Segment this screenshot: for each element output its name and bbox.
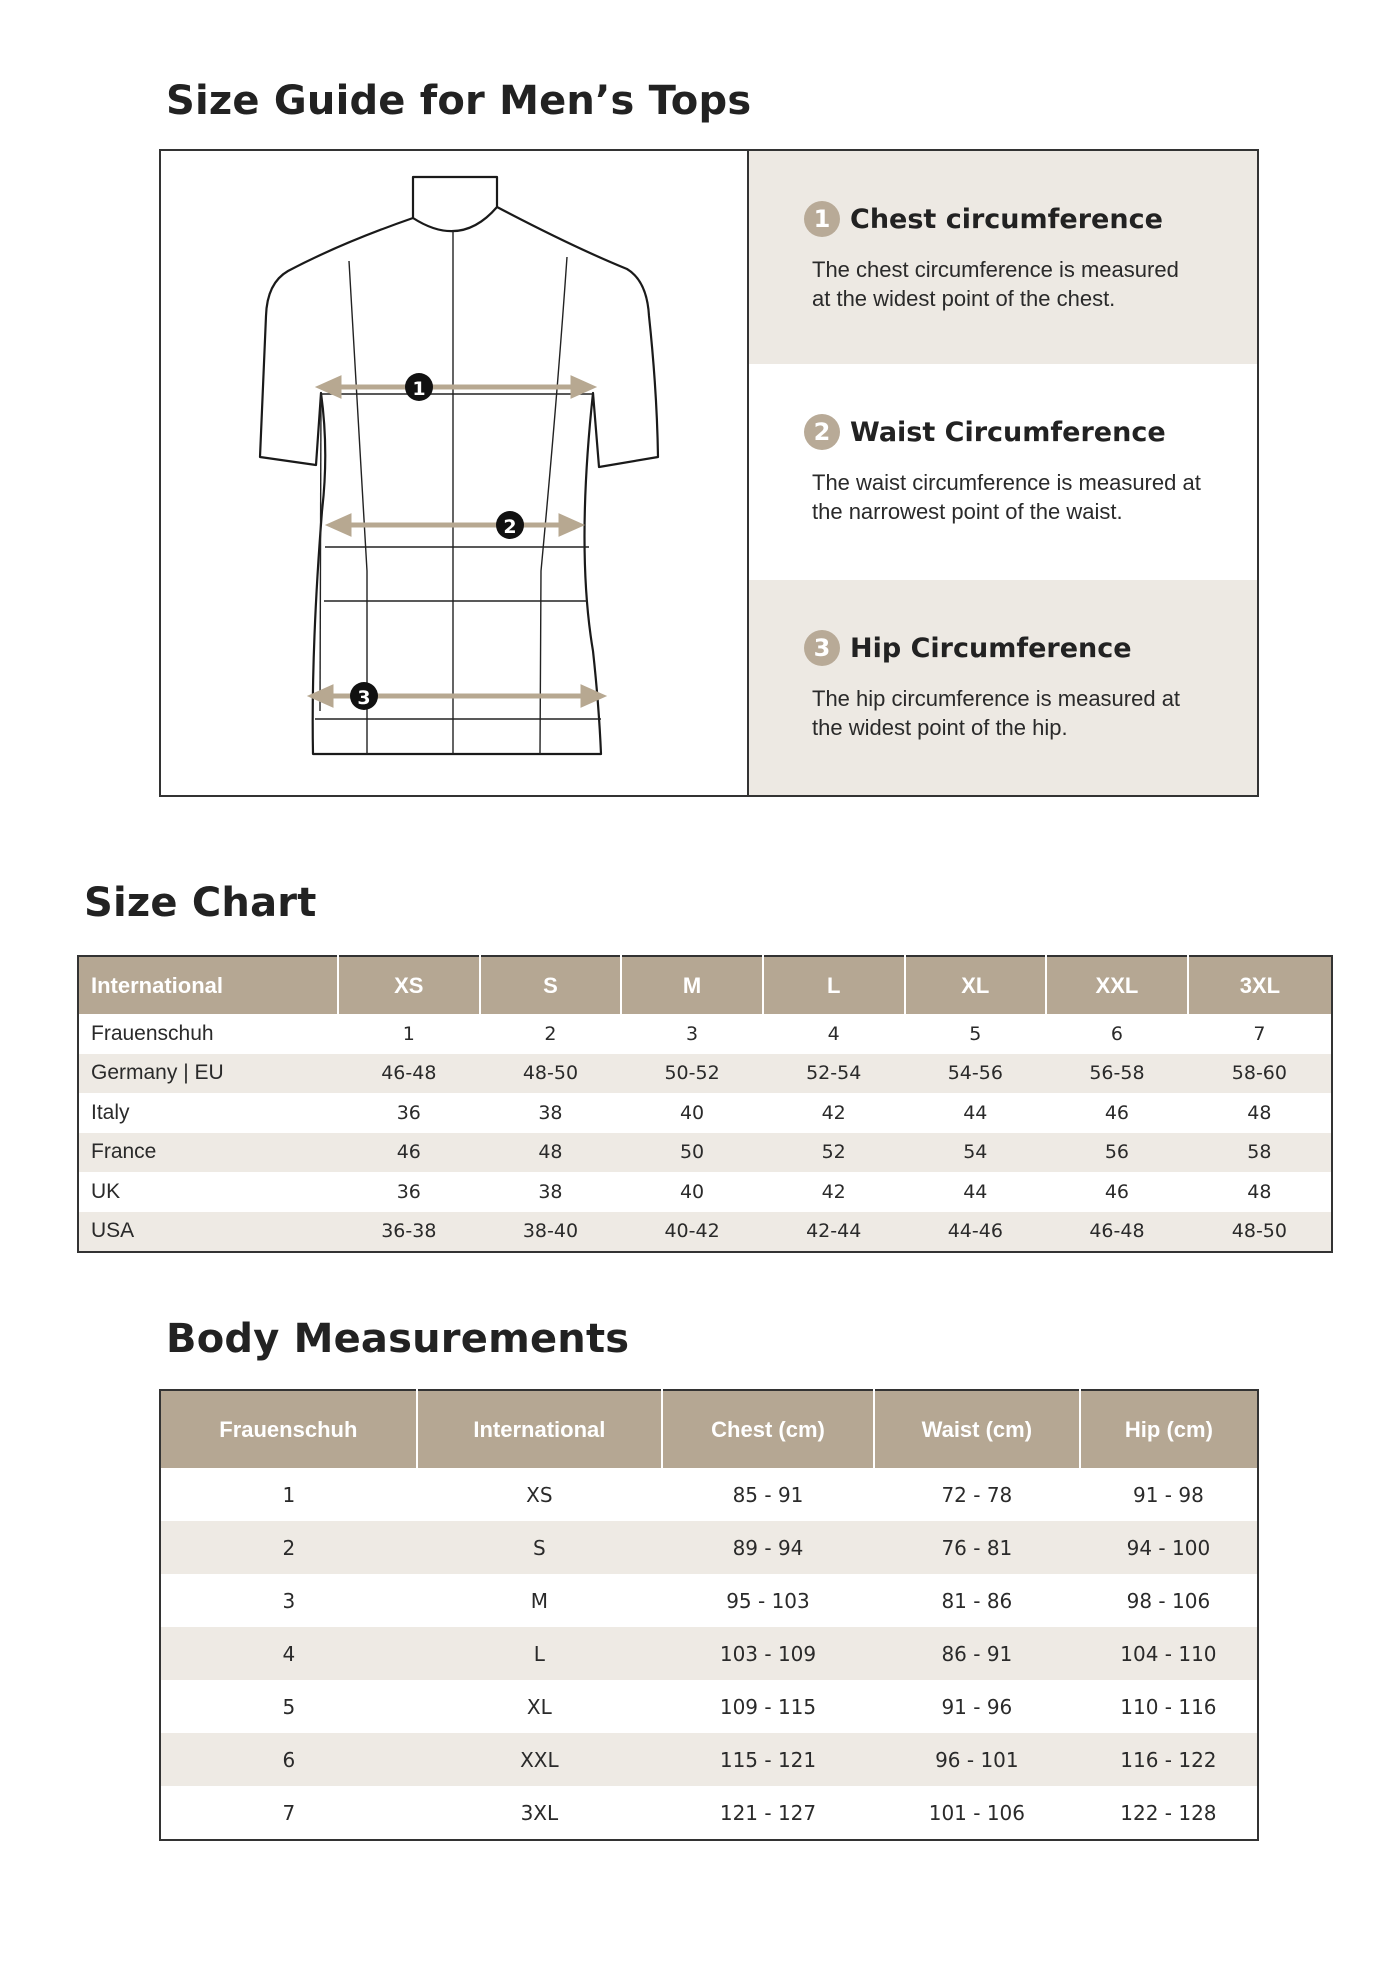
table-cell: M: [530, 1588, 548, 1613]
table-cell: Italy: [91, 1100, 130, 1124]
chest-marker: [405, 373, 433, 401]
table-cell: 46: [338, 1133, 480, 1173]
table-cell: 56: [1046, 1133, 1188, 1173]
size-chart-header-row: [78, 956, 1332, 1014]
svg-text:3: 3: [357, 687, 371, 709]
table-cell: 52: [763, 1133, 905, 1173]
table-cell: 48: [480, 1133, 622, 1173]
table-cell: 3XL: [520, 1800, 559, 1825]
hip-label: Hip Circumference: [850, 632, 1132, 664]
table-cell: 52-54: [763, 1054, 905, 1094]
column-header: International: [417, 1390, 662, 1468]
table-cell: 48-50: [1188, 1212, 1332, 1253]
table-cell: 89 - 94: [662, 1521, 874, 1574]
table-cell: 2: [160, 1521, 417, 1574]
size-chart-table: [77, 955, 1333, 1253]
svg-text:2: 2: [503, 516, 517, 538]
table-cell: 54-56: [905, 1054, 1047, 1094]
table-cell: 46-48: [338, 1054, 480, 1094]
table-cell: 101 - 106: [928, 1800, 1025, 1825]
table-cell: 121 - 127: [719, 1800, 817, 1825]
column-header: M: [621, 956, 763, 1014]
table-cell: 1: [402, 1022, 415, 1045]
number-badge: 1: [804, 201, 840, 237]
column-header: Chest (cm): [662, 1390, 874, 1468]
table-cell: 1: [282, 1482, 296, 1507]
table-cell: 38: [538, 1101, 563, 1124]
table-cell: 86 - 91: [874, 1627, 1080, 1680]
table-cell: 95 - 103: [726, 1588, 810, 1613]
table-cell: 4: [827, 1022, 840, 1045]
table-cell: S: [417, 1521, 662, 1574]
column-header: L: [763, 956, 905, 1014]
column-header: XXL: [1046, 956, 1188, 1014]
table-row: [160, 1733, 1258, 1786]
body-measurements-table: [159, 1389, 1259, 1841]
table-cell: 48: [1247, 1180, 1272, 1203]
table-cell: 36: [396, 1180, 421, 1203]
table-cell: 116 - 122: [1080, 1733, 1258, 1786]
table-row: [160, 1521, 1258, 1574]
table-cell: France: [78, 1133, 338, 1173]
table-cell: 38: [538, 1180, 563, 1203]
table-cell: 46-48: [1046, 1212, 1188, 1253]
table-cell: 36-38: [338, 1212, 480, 1253]
waist-marker: [496, 511, 524, 539]
column-header: XL: [905, 956, 1047, 1014]
table-cell: 50: [621, 1133, 763, 1173]
table-cell: 38-40: [480, 1212, 622, 1253]
column-header: XS: [338, 956, 480, 1014]
table-cell: 58: [1188, 1133, 1332, 1173]
table-cell: 91 - 98: [1132, 1482, 1204, 1507]
table-row: [78, 1054, 1332, 1094]
table-cell: XXL: [417, 1733, 662, 1786]
table-cell: UK: [91, 1179, 121, 1203]
waist-label: Waist Circumference: [850, 416, 1166, 448]
table-cell: 42-44: [763, 1212, 905, 1253]
table-cell: 46: [1104, 1101, 1130, 1124]
table-cell: USA: [78, 1212, 338, 1253]
hip-marker: [350, 682, 378, 710]
table-cell: 44: [963, 1101, 988, 1124]
table-cell: 6: [1110, 1022, 1123, 1045]
table-cell: 72 - 78: [941, 1482, 1013, 1507]
table-cell: 4: [160, 1627, 417, 1680]
table-cell: 48: [1247, 1101, 1272, 1124]
shirt-collar: [413, 177, 497, 231]
column-header: Waist (cm): [874, 1390, 1080, 1468]
table-cell: 40: [679, 1180, 705, 1203]
waist-text: The waist circumference is measured at the narrowest point of the waist.: [812, 470, 1201, 524]
table-row: [160, 1786, 1258, 1840]
table-cell: 91 - 96: [941, 1694, 1013, 1719]
table-cell: 40: [679, 1101, 705, 1124]
measurement-descriptions: [747, 151, 1257, 795]
table-cell: 7: [282, 1800, 296, 1825]
hip-description: [749, 580, 1257, 795]
table-cell: 50-52: [621, 1054, 763, 1094]
table-cell: 85 - 91: [732, 1482, 804, 1507]
size-guide-box: [159, 149, 1259, 797]
table-cell: 5: [282, 1694, 296, 1719]
table-cell: Germany | EU: [78, 1054, 338, 1094]
column-header: 3XL: [1188, 956, 1332, 1014]
table-row: [160, 1574, 1258, 1627]
table-cell: 103 - 109: [662, 1627, 874, 1680]
table-cell: 42: [821, 1180, 846, 1203]
table-cell: 46: [1104, 1180, 1130, 1203]
table-cell: 3: [282, 1588, 296, 1613]
table-cell: 104 - 110: [1080, 1627, 1258, 1680]
table-cell: 3: [686, 1022, 699, 1045]
chest-label: Chest circumference: [850, 203, 1163, 235]
table-cell: 109 - 115: [719, 1694, 817, 1719]
table-cell: 81 - 86: [941, 1588, 1013, 1613]
table-cell: 7: [1253, 1022, 1266, 1045]
table-cell: 40-42: [621, 1212, 763, 1253]
table-cell: 44: [963, 1180, 988, 1203]
column-header: International: [78, 956, 338, 1014]
hip-text: The hip circumference is measured at the widest point of the hip.: [812, 686, 1181, 740]
table-row: [78, 1212, 1332, 1253]
table-cell: 6: [160, 1733, 417, 1786]
body-measurements-title: Body Measurements: [166, 1316, 630, 1362]
table-cell: Frauenschuh: [91, 1021, 214, 1045]
table-cell: 36: [396, 1101, 421, 1124]
table-cell: L: [417, 1627, 662, 1680]
chest-description: [749, 151, 1257, 364]
table-row: [160, 1680, 1258, 1733]
table-cell: 56-58: [1046, 1054, 1188, 1094]
table-row: [160, 1468, 1258, 1521]
table-row: [78, 1133, 1332, 1173]
table-row: [78, 1172, 1332, 1212]
table-row: [78, 1093, 1332, 1133]
table-cell: 5: [969, 1022, 982, 1045]
waist-description: [749, 364, 1257, 580]
shirt-diagram: [161, 151, 747, 795]
table-cell: 54: [905, 1133, 1047, 1173]
shirt-figure-panel: [161, 151, 747, 795]
table-cell: 122 - 128: [1120, 1800, 1217, 1825]
svg-text:1: 1: [412, 378, 426, 400]
size-chart-title: Size Chart: [84, 880, 317, 926]
body-table-header-row: [160, 1390, 1258, 1468]
table-cell: 58-60: [1188, 1054, 1332, 1094]
table-cell: 44-46: [905, 1212, 1047, 1253]
column-header: S: [480, 956, 622, 1014]
table-cell: 42: [821, 1101, 846, 1124]
table-cell: 76 - 81: [874, 1521, 1080, 1574]
number-badge: 2: [804, 414, 840, 450]
column-header: Frauenschuh: [160, 1390, 417, 1468]
guide-title: Size Guide for Men’s Tops: [166, 78, 752, 124]
table-row: [78, 1014, 1332, 1054]
column-header: Hip (cm): [1080, 1390, 1258, 1468]
table-cell: 48-50: [480, 1054, 622, 1094]
table-cell: 115 - 121: [662, 1733, 874, 1786]
chest-text: The chest circumference is measured at the widest point of the chest.: [812, 257, 1179, 311]
table-row: [160, 1627, 1258, 1680]
table-cell: 2: [544, 1022, 557, 1045]
table-cell: XS: [526, 1482, 553, 1507]
table-cell: XL: [526, 1694, 552, 1719]
number-badge: 3: [804, 630, 840, 666]
shirt-seams: [315, 231, 601, 754]
table-cell: 98 - 106: [1126, 1588, 1211, 1613]
table-cell: 94 - 100: [1080, 1521, 1258, 1574]
table-cell: 96 - 101: [874, 1733, 1080, 1786]
table-cell: 110 - 116: [1120, 1694, 1217, 1719]
